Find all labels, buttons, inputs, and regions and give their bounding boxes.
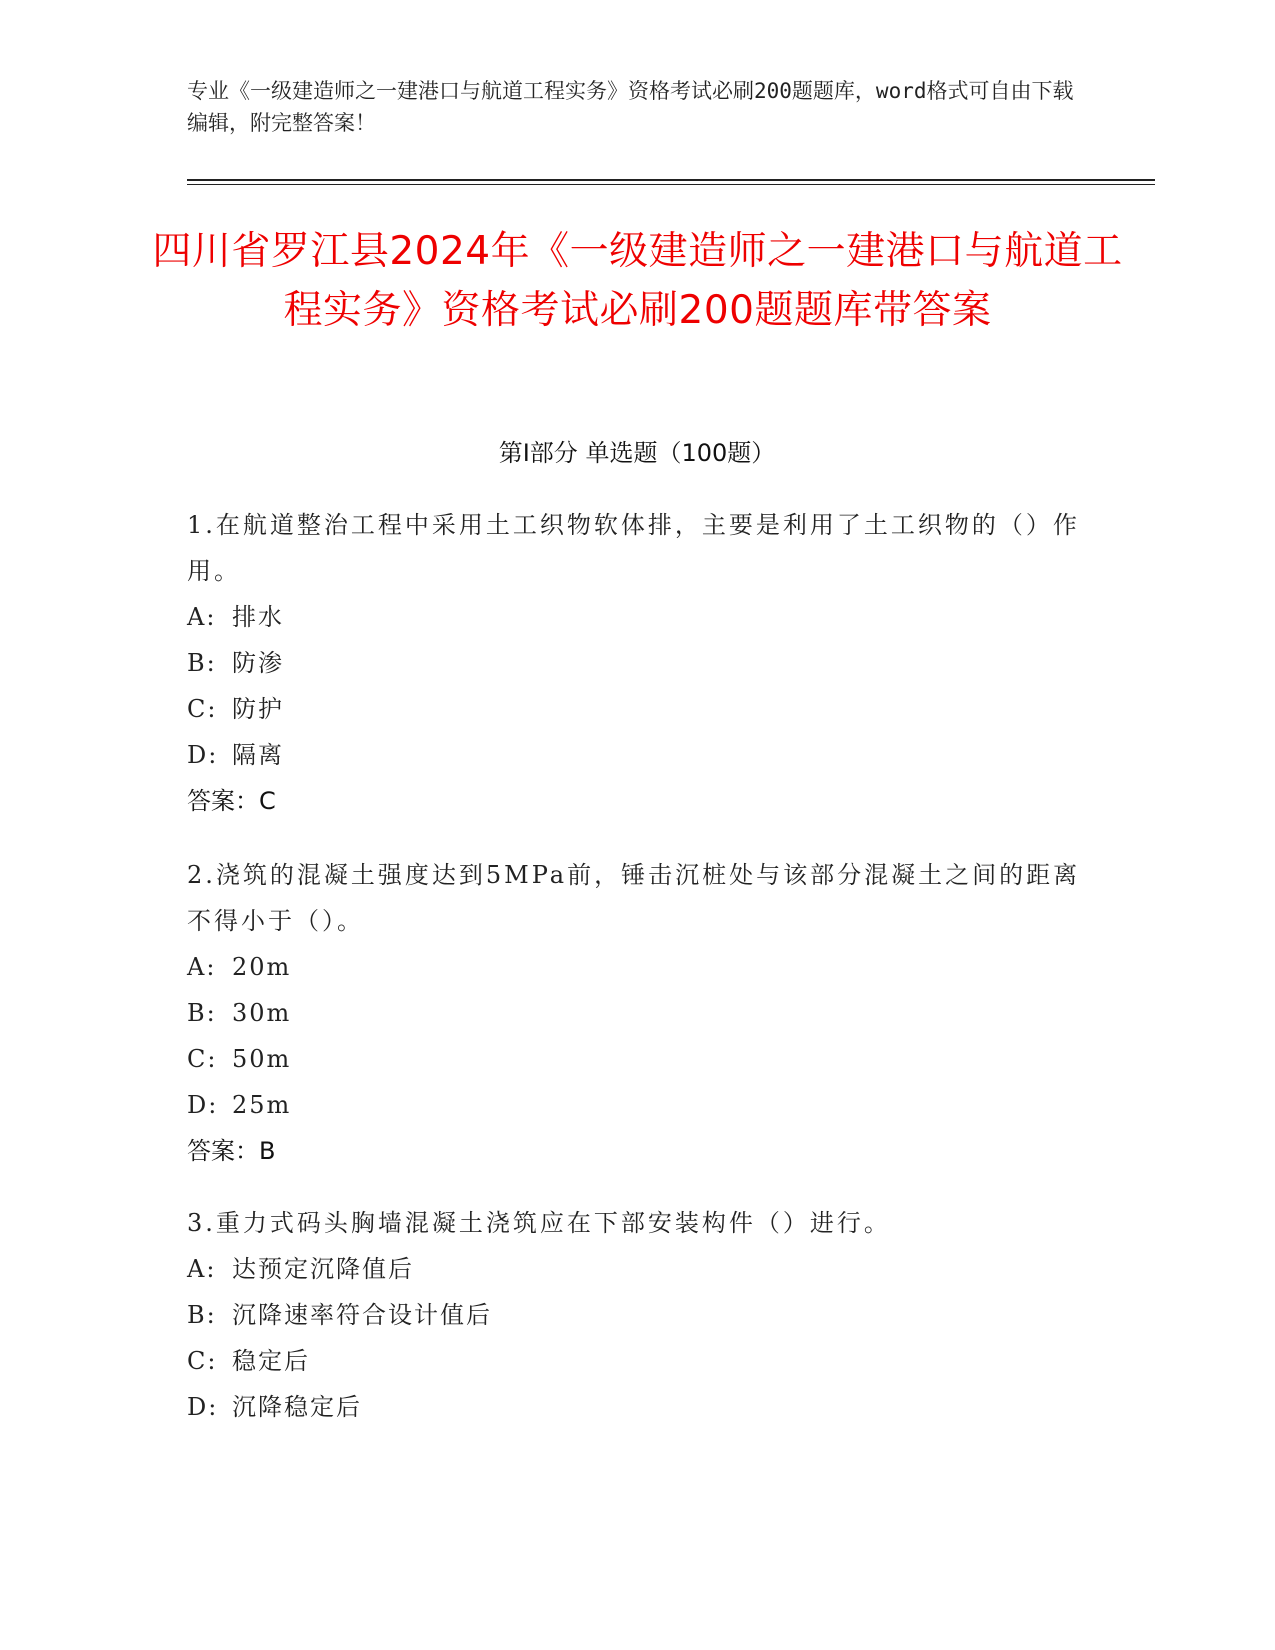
option-text: 防护 bbox=[232, 695, 284, 723]
option-text: 排水 bbox=[232, 603, 284, 631]
question-text: 3.重力式码头胸墙混凝土浇筑应在下部安装构件（）进行。 bbox=[187, 1209, 891, 1237]
option-text: 防渗 bbox=[232, 649, 284, 677]
option-key: A: bbox=[187, 603, 217, 631]
option-key: B: bbox=[187, 649, 217, 677]
option-key: A: bbox=[187, 953, 217, 981]
option-key: C: bbox=[187, 1347, 218, 1375]
option-key: D: bbox=[187, 1091, 219, 1119]
question-text: 1.在航道整治工程中采用土工织物软体排，主要是利用了土工织物的（）作用。 bbox=[187, 511, 1080, 585]
option-a bbox=[187, 944, 1087, 990]
option-d bbox=[187, 732, 1087, 778]
option-text: 20m bbox=[232, 953, 292, 981]
option-c bbox=[187, 1338, 1087, 1384]
header-divider-thin bbox=[187, 184, 1155, 185]
option-key: D: bbox=[187, 1393, 219, 1421]
option-key: B: bbox=[187, 999, 217, 1027]
option-key: C: bbox=[187, 1045, 218, 1073]
question-1 bbox=[187, 502, 1087, 824]
option-text: 隔离 bbox=[232, 741, 284, 769]
header-divider-thick bbox=[187, 179, 1155, 181]
option-b bbox=[187, 640, 1087, 686]
option-text: 30m bbox=[232, 999, 292, 1027]
option-d bbox=[187, 1082, 1087, 1128]
question-2 bbox=[187, 852, 1087, 1174]
option-c bbox=[187, 686, 1087, 732]
question-3 bbox=[187, 1200, 1087, 1430]
intro-text: 专业《一级建造师之一建港口与航道工程实务》资格考试必刷200题题库，word格式可自由下载编辑，附完整答案！ bbox=[187, 79, 1074, 135]
answer-text: 答案：C bbox=[187, 787, 276, 815]
option-key: C: bbox=[187, 695, 218, 723]
document-title: 四川省罗江县2024年《一级建造师之一建港口与航道工程实务》资格考试必刷200题题库带答案 bbox=[152, 229, 1123, 333]
option-text: 稳定后 bbox=[232, 1347, 310, 1375]
option-text: 沉降稳定后 bbox=[232, 1393, 362, 1421]
section-heading: 第Ⅰ部分 单选题（100题） bbox=[498, 439, 776, 467]
option-b bbox=[187, 1292, 1087, 1338]
option-key: A: bbox=[187, 1255, 217, 1283]
option-a bbox=[187, 1246, 1087, 1292]
option-text: 达预定沉降值后 bbox=[232, 1255, 414, 1283]
question-text: 2.浇筑的混凝土强度达到5MPa前，锤击沉桩处与该部分混凝土之间的距离不得小于（）。 bbox=[187, 861, 1081, 935]
answer-text: 答案：B bbox=[187, 1137, 276, 1165]
option-a bbox=[187, 594, 1087, 640]
option-key: D: bbox=[187, 741, 219, 769]
option-d bbox=[187, 1384, 1087, 1430]
option-text: 沉降速率符合设计值后 bbox=[232, 1301, 492, 1329]
option-c bbox=[187, 1036, 1087, 1082]
option-key: B: bbox=[187, 1301, 217, 1329]
option-text: 50m bbox=[232, 1045, 292, 1073]
option-text: 25m bbox=[232, 1091, 292, 1119]
option-b bbox=[187, 990, 1087, 1036]
